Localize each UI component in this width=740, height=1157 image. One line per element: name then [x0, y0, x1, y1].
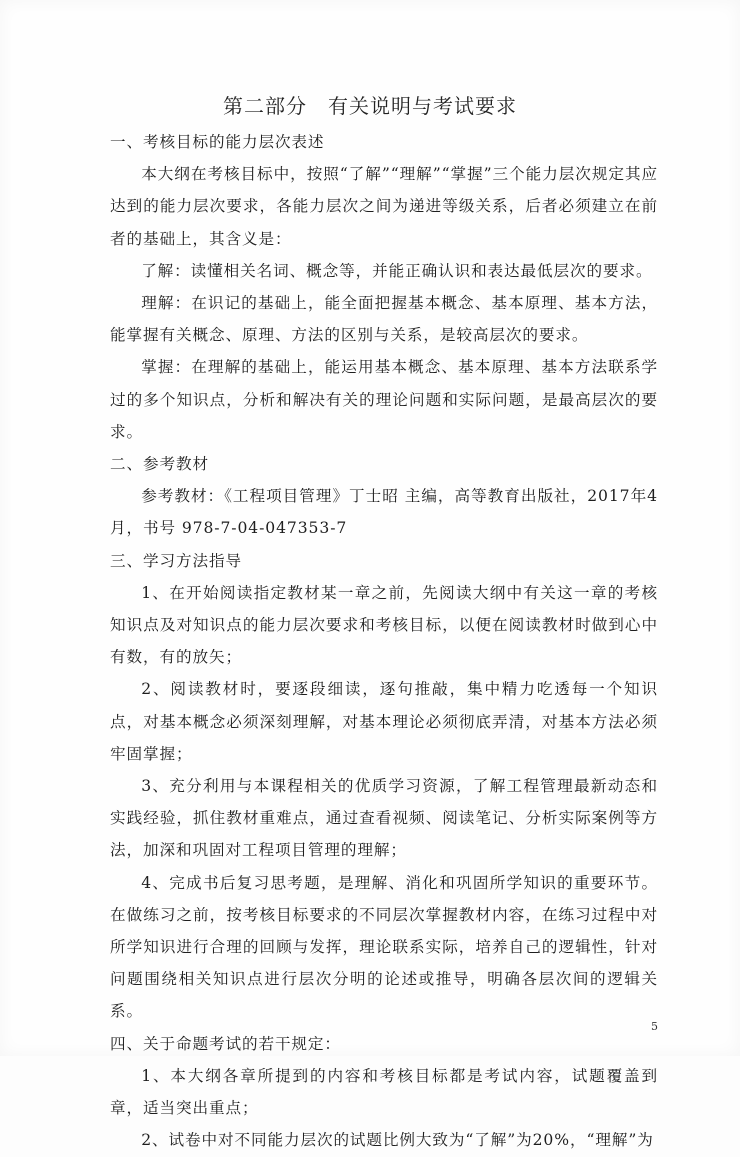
- paragraph: 本大纲在考核目标中，按照“了解”“理解”“掌握”三个能力层次规定其应达到的能力层次要求，各能力层次之间为递进等级关系，后者必须建立在前者的基础上，其含义是：: [110, 165, 658, 248]
- section-heading: 三、学习方法指导: [110, 551, 242, 570]
- document-body: [110, 126, 658, 1157]
- page-number: 5: [651, 1020, 658, 1033]
- paragraph: 2、阅读教材时，要逐段细读，逐句推敲，集中精力吃透每一个知识点，对基本概念必须深刻理解，对基本理论必须彻底弄清，对基本方法必须牢固掌握；: [110, 680, 658, 763]
- paragraph: 理解：在识记的基础上，能全面把握基本概念、基本原理、基本方法，能掌握有关概念、原理、方法的区别与关系，是较高层次的要求。: [110, 294, 658, 345]
- page-title: 第二部分 有关说明与考试要求: [223, 94, 517, 118]
- paragraph: 参考教材：《工程项目管理》丁士昭 主编，高等教育出版社，2017年4月，书号 978-7-04-047353-7: [110, 487, 658, 538]
- section-heading: 一、考核目标的能力层次表述: [110, 133, 325, 151]
- section-heading: 二、参考教材: [110, 455, 209, 474]
- paragraph: 2、试卷中对不同能力层次的试题比例大致为“了解”为20%，“理解”为: [141, 1131, 654, 1150]
- paragraph: 4、完成书后复习思考题，是理解、消化和巩固所学知识的重要环节。在做练习之前，按考核目标要求的不同层次掌握教材内容，在练习过程中对所学知识进行合理的回顾与发挥，理论联系实际，培养自己的逻辑性，针对问题围绕相关知识点进行层次分明的论述或推导，明确各层次间的逻辑关系。: [110, 873, 658, 1021]
- paragraph: 掌握：在理解的基础上，能运用基本概念、基本原理、基本方法联系学过的多个知识点，分析和解决有关的理论问题和实际问题，是最高层次的要求。: [110, 358, 658, 441]
- paragraph: 了解：读懂相关名词、概念等，并能正确认识和表达最低层次的要求。: [141, 261, 653, 280]
- paragraph: 1、本大纲各章所提到的内容和考核目标都是考试内容，试题覆盖到章，适当突出重点；: [110, 1066, 658, 1118]
- paragraph: 1、在开始阅读指定教材某一章之前，先阅读大纲中有关这一章的考核知识点及对知识点的能力层次要求和考核目标，以便在阅读教材时做到心中有数，有的放矢；: [110, 583, 658, 667]
- paragraph: 3、充分利用与本课程相关的优质学习资源，了解工程管理最新动态和实践经验，抓住教材重难点，通过查看视频、阅读笔记、分析实际案例等方法，加深和巩固对工程项目管理的理解；: [110, 777, 658, 860]
- section-heading: 四、关于命题考试的若干规定：: [110, 1034, 341, 1053]
